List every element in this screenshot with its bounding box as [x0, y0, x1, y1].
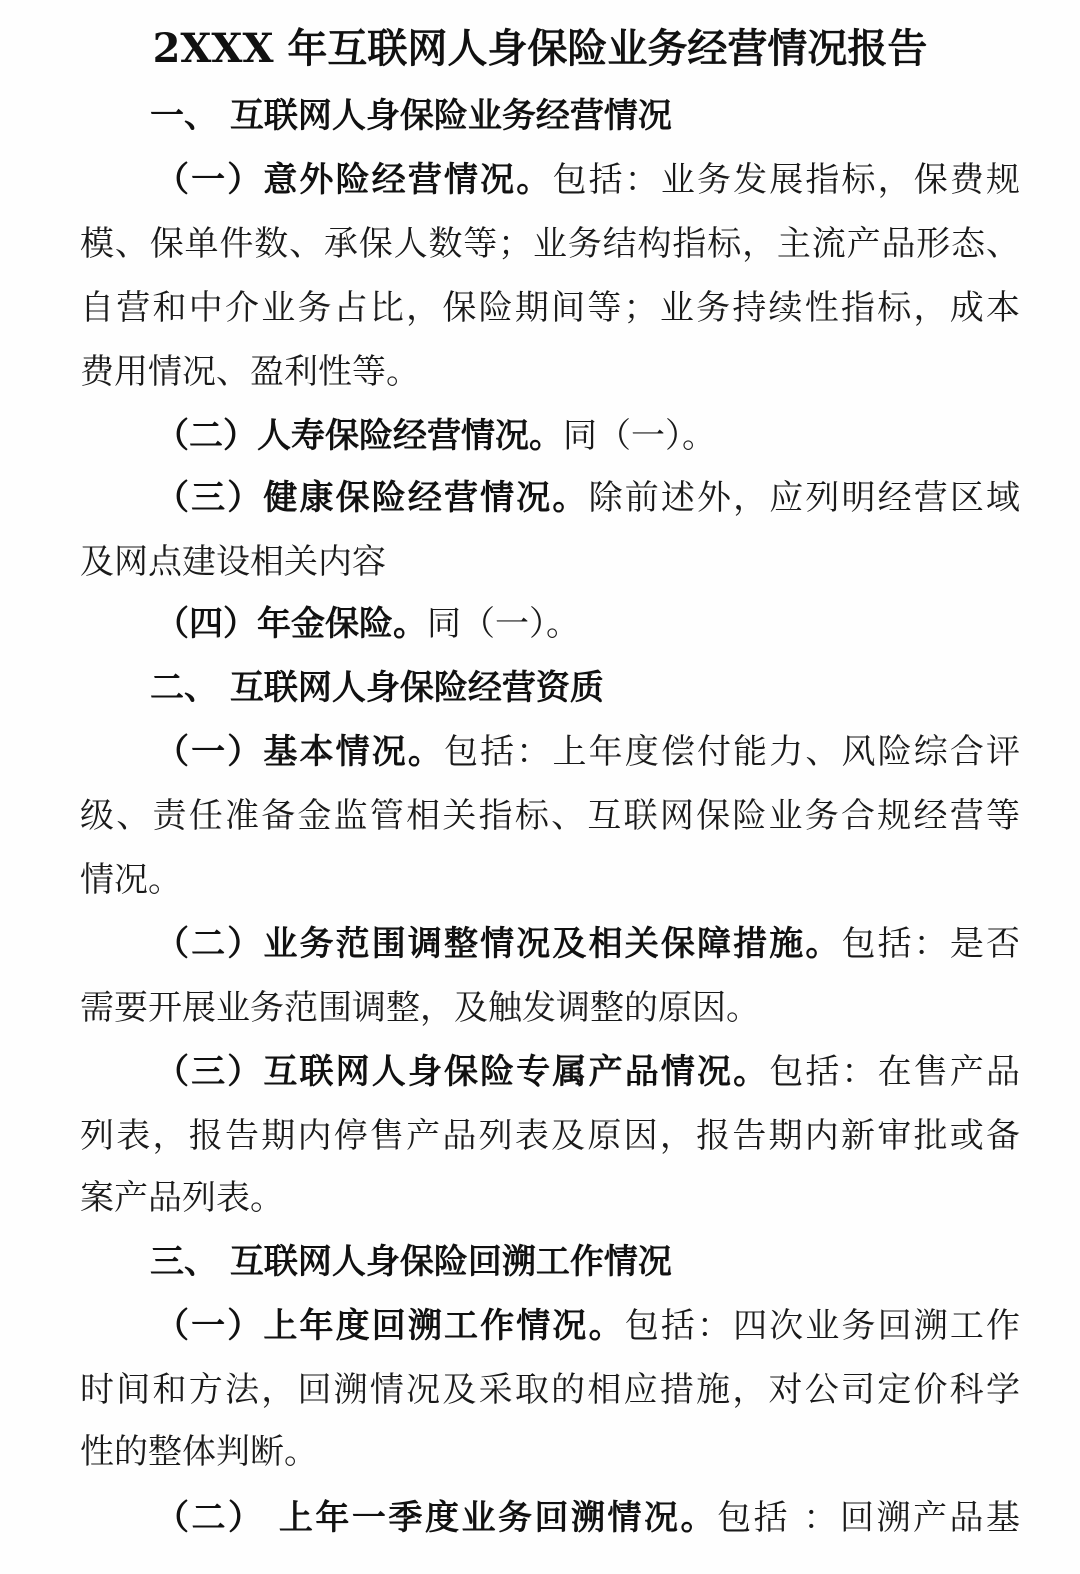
- section-3-item-1-label: （一）上年度回溯工作情况。: [155, 1306, 625, 1346]
- section-2-item-1-line-3: 情况。: [80, 860, 182, 900]
- section-1-heading: 一、 互联网人身保险业务经营情况: [150, 96, 672, 136]
- section-3-item-2-text: 包括 ：回溯产品基: [717, 1498, 1020, 1538]
- section-3-item-1-line-3: 性的整体判断。: [80, 1432, 318, 1472]
- section-3-item-2-line-1: [155, 1486, 1020, 1550]
- section-3-item-1-text: 包括：四次业务回溯工作: [624, 1306, 1021, 1346]
- section-2-item-1-line-2: 级、责任准备金监管相关指标、互联网保险业务合规经营等: [80, 796, 1020, 836]
- section-3-item-1-line-2: 时间和方法，回溯情况及采取的相应措施，对公司定价科学: [80, 1370, 1020, 1410]
- section-1-item-1-text: 包括：业务发展指标，保费规: [552, 160, 1021, 200]
- section-2-item-1-label: （一）基本情况。: [155, 732, 445, 772]
- section-1-item-2-text: 同（一）。: [563, 416, 716, 456]
- section-1-item-4: [155, 592, 580, 656]
- section-2-item-3-text: 包括：在售产品: [769, 1052, 1021, 1092]
- section-2-item-1-text: 包括：上年度偿付能力、风险综合评: [444, 732, 1021, 772]
- section-2-item-3-line-1: [155, 1040, 1020, 1104]
- section-2-item-3-line-3: 案产品列表。: [80, 1178, 284, 1218]
- section-2-item-2-line-1: [155, 912, 1020, 976]
- document-title: 2XXX 年互联网人身保险业务经营情况报告: [152, 25, 928, 72]
- section-2-item-2-line-2: 需要开展业务范围调整，及触发调整的原因。: [80, 988, 760, 1028]
- section-2-item-3-label: （三）互联网人身保险专属产品情况。: [155, 1052, 770, 1092]
- section-1-item-2-label: （二）人寿保险经营情况。: [155, 416, 563, 456]
- section-3-item-1-line-1: [155, 1294, 1020, 1358]
- section-1-item-1-label: （一）意外险经营情况。: [155, 160, 553, 200]
- section-2-item-1-line-1: [155, 720, 1020, 784]
- section-1-item-4-label: （四）年金保险。: [155, 604, 427, 644]
- section-1-item-1-line-2: 模、保单件数、承保人数等；业务结构指标，主流产品形态、: [80, 224, 1020, 264]
- section-2-item-2-label: （二）业务范围调整情况及相关保障措施。: [155, 924, 842, 964]
- section-2-item-2-text: 包括：是否: [841, 924, 1021, 964]
- section-2-heading: 二、 互联网人身保险经营资质: [150, 668, 604, 708]
- section-1-item-3-text: 除前述外，应列明经营区域: [588, 478, 1021, 518]
- section-1-item-2: [155, 404, 716, 468]
- section-1-item-3-label: （三）健康保险经营情况。: [155, 478, 589, 518]
- section-1-item-1-line-3: 自营和中介业务占比，保险期间等；业务持续性指标，成本: [80, 288, 1020, 328]
- section-3-item-2-label: （二） 上年一季度业务回溯情况。: [155, 1498, 718, 1538]
- section-2-item-3-line-2: 列表，报告期内停售产品列表及原因，报告期内新审批或备: [80, 1116, 1020, 1156]
- section-1-item-1-line-4: 费用情况、盈利性等。: [80, 352, 420, 392]
- section-1-item-3-line-1: [155, 466, 1020, 530]
- section-1-item-1-line-1: [155, 148, 1020, 212]
- section-3-heading: 三、 互联网人身保险回溯工作情况: [150, 1242, 672, 1282]
- section-1-item-3-line-2: 及网点建设相关内容: [80, 542, 386, 582]
- section-1-item-4-text: 同（一）。: [427, 604, 580, 644]
